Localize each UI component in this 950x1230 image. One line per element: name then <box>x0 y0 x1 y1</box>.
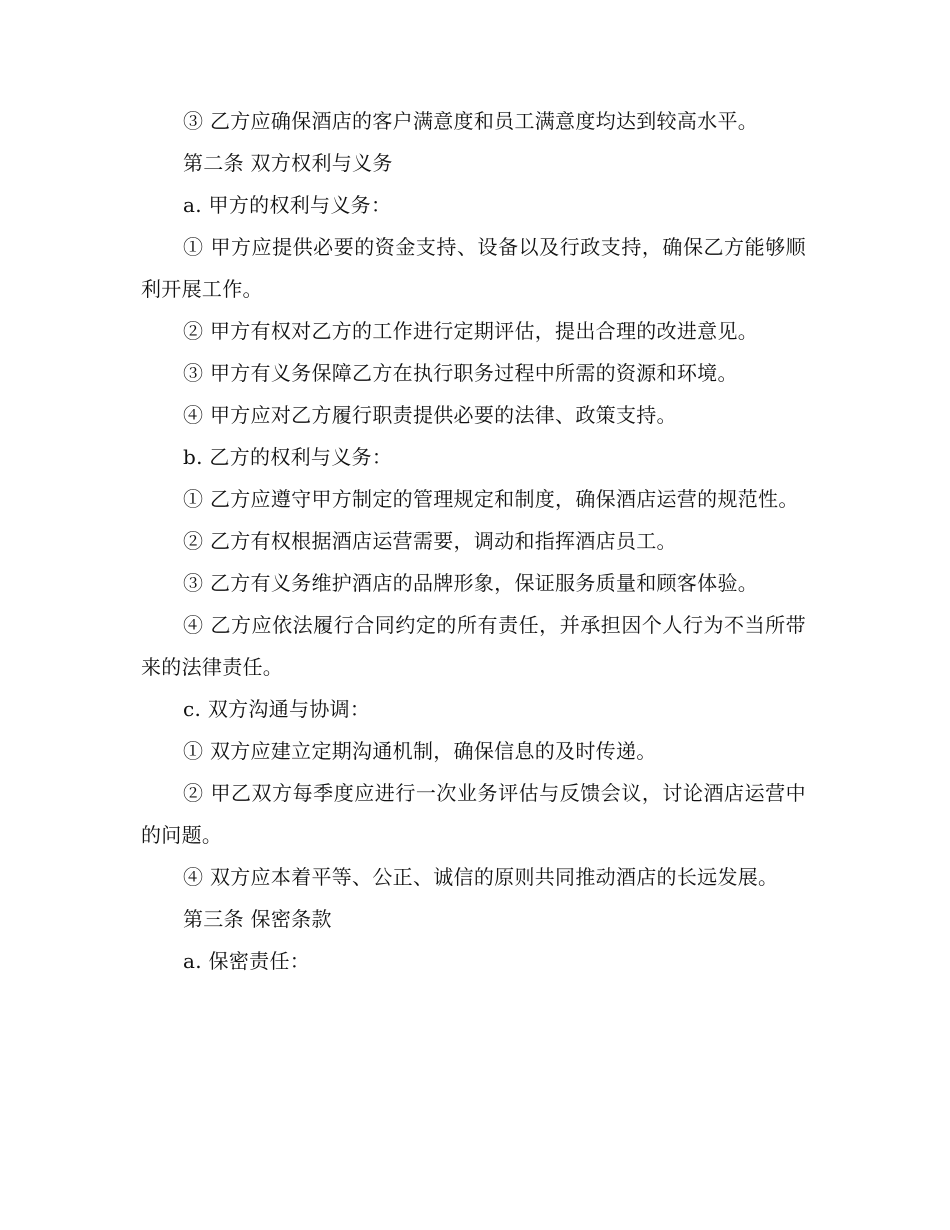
paragraph-a-item-2: ② 甲方有权对乙方的工作进行定期评估，提出合理的改进意见。 <box>183 319 759 343</box>
subsection-a-heading: a. 甲方的权利与义务： <box>183 193 392 217</box>
article-2-heading: 第二条 双方权利与义务 <box>183 151 393 175</box>
paragraph-c-item-1: ① 双方应建立定期沟通机制，确保信息的及时传递。 <box>183 739 657 763</box>
paragraph-b-item-4: ④ 乙方应依法履行合同约定的所有责任，并承担因个人行为不当所带来的法律责任。 <box>141 613 806 679</box>
article-3-heading: 第三条 保密条款 <box>183 907 332 931</box>
paragraph-a-item-4: ④ 甲方应对乙方履行职责提供必要的法律、政策支持。 <box>183 403 677 427</box>
subsection-b-heading: b. 乙方的权利与义务： <box>183 445 393 469</box>
paragraph-c-item-2: ② 甲乙双方每季度应进行一次业务评估与反馈会议，讨论酒店运营中的问题。 <box>141 781 806 847</box>
paragraph-b-item-1: ① 乙方应遵守甲方制定的管理规定和制度，确保酒店运营的规范性。 <box>183 487 799 511</box>
subsection-3a-heading: a. 保密责任： <box>183 949 311 973</box>
paragraph-b-item-2: ② 乙方有权根据酒店运营需要，调动和指挥酒店员工。 <box>183 529 677 553</box>
paragraph-a-item-3: ③ 甲方有义务保障乙方在执行职务过程中所需的资源和环境。 <box>183 361 738 385</box>
subsection-c-heading: c. 双方沟通与协调： <box>183 697 371 721</box>
paragraph-c-item-4: ④ 双方应本着平等、公正、诚信的原则共同推动酒店的长远发展。 <box>183 865 779 889</box>
paragraph-clause-1-item-3: ③ 乙方应确保酒店的客户满意度和员工满意度均达到较高水平。 <box>183 109 759 133</box>
document-body <box>141 100 806 982</box>
paragraph-b-item-3: ③ 乙方有义务维护酒店的品牌形象，保证服务质量和顾客体验。 <box>183 571 759 595</box>
paragraph-a-item-1: ① 甲方应提供必要的资金支持、设备以及行政支持，确保乙方能够顺利开展工作。 <box>141 235 806 301</box>
